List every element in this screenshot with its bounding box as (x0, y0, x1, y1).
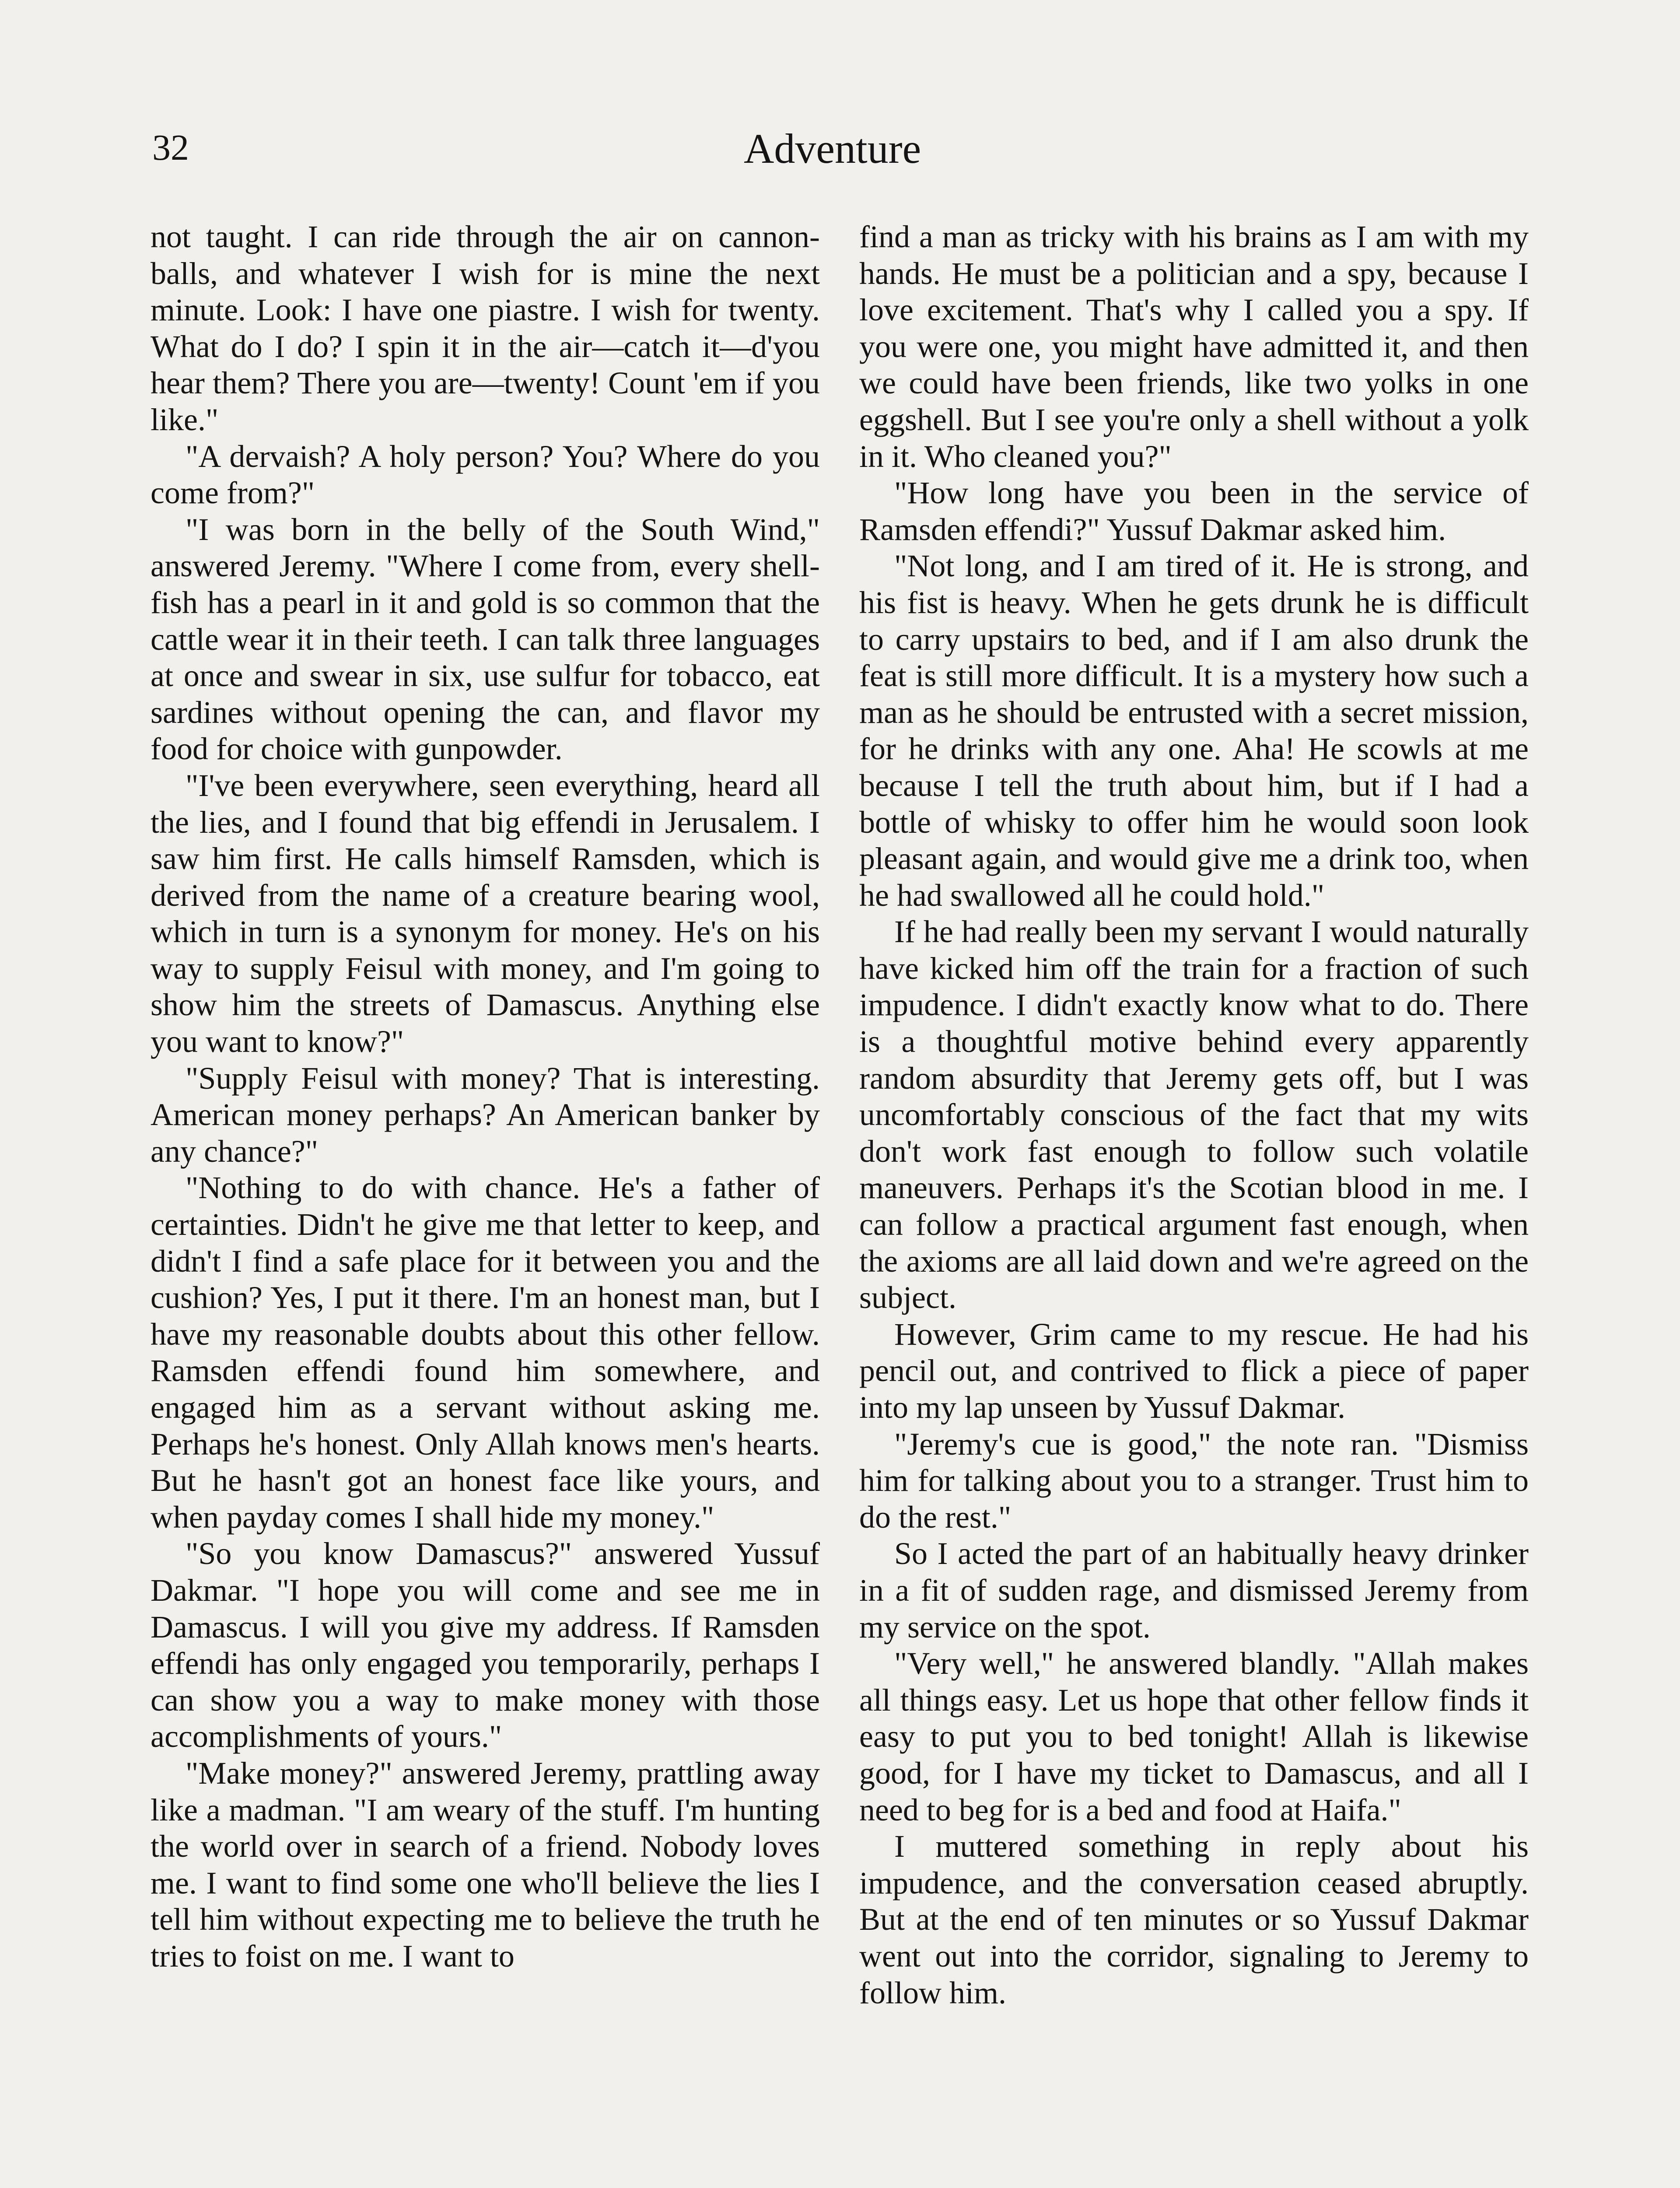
paragraph: "Very well," he answered blandly. "Allah makes all things easy. Let us hope that other fellow finds it easy to put you to bed tonight! Allah is likewise good, for I have my ticket to Damascus, and all I need to beg for is a bed and food at Haifa." (859, 1646, 1529, 1827)
paragraph: "So you know Damascus?" answered Yussuf Dakmar. "I hope you will come and see me in Damascus. I will you give my address. If Ramsden effendi has only engaged you temporarily, perhaps I can show you a way to make money with those accomplishments of yours." (150, 1536, 820, 1754)
paragraph: "Nothing to do with chance. He's a father of certainties. Didn't he give me that letter to keep, and didn't I find a safe place for it between you and the cushion? Yes, I put it there. I'm an honest man, but I have my reasonable doubts about this other fellow. Ramsden effendi found him somewhere, and engaged him as a servant without asking me. Perhaps he's honest. Only Allah knows men's hearts. But he hasn't got an honest face like yours, and when payday comes I shall hide my money." (150, 1170, 820, 1535)
paragraph: If he had really been my servant I would naturally have kicked him off the train for a fraction of such impudence. I didn't exactly know what to do. There is a thoughtful motive behind every apparently random absurdity that Jeremy gets off, but I was uncomfortably conscious of the fact that my wits don't work fast enough to follow such volatile maneuvers. Perhaps it's the Scotian blood in me. I can follow a practical argument fast enough, when the axioms are all laid down and we're agreed on the subject. (859, 914, 1529, 1315)
paragraph: "Jeremy's cue is good," the note ran. "Dismiss him for talking about you to a stranger. Trust him to do the rest." (859, 1426, 1529, 1535)
paragraph: "I was born in the belly of the South Wind," answered Jeremy. "Where I come from, every shell-fish has a pearl in it and gold is so common that the cattle wear it in their teeth. I can talk three languages at once and swear in six, use sulfur for tobacco, eat sardines without opening the can, and flavor my food for choice with gunpowder. (150, 512, 820, 767)
paragraph: "I've been everywhere, seen everything, heard all the lies, and I found that big effendi in Jerusalem. I saw him first. He calls himself Ramsden, which is derived from the name of a creature bearing wool, which in turn is a synonym for money. He's on his way to supply Feisul with money, and I'm going to show him the streets of Damascus. Anything else you want to know?" (150, 768, 820, 1059)
paragraph: However, Grim came to my rescue. He had his pencil out, and contrived to flick a piece of paper into my lap unseen by Yussuf Dakmar. (859, 1316, 1529, 1425)
paragraph: "How long have you been in the service of Ramsden effendi?" Yussuf Dakmar asked him. (859, 475, 1529, 547)
page-number: 32 (152, 127, 189, 168)
running-head: Adventure (744, 125, 921, 172)
paragraph: "Make money?" answered Jeremy, prattling away like a madman. "I am weary of the stuff. I'm hunting the world over in search of a friend. Nobody loves me. I want to find some one who'll believe the lies I tell him without expecting me to believe the truth he tries to foist on me. I want to (150, 1755, 820, 1974)
paragraph: not taught. I can ride through the air on cannon-balls, and whatever I wish for is mine the next minute. Look: I have one piastre. I wish for twenty. What do I do? I spin it in the air—catch it—d'you hear them? There you are—twenty! Count 'em if you like." (150, 219, 820, 437)
paragraph: I muttered something in reply about his impudence, and the conversation ceased abruptly. But at the end of ten minutes or so Yussuf Dakmar went out into the corridor, signaling to Jeremy to follow him. (859, 1829, 1529, 2010)
right-column (859, 219, 1529, 2011)
paragraph: "Supply Feisul with money? That is interesting. American money perhaps? An American banker by any chance?" (150, 1060, 820, 1169)
paragraph: find a man as tricky with his brains as I am with my hands. He must be a politician and a spy, because I love excitement. That's why I called you a spy. If you were one, you might have admitted it, and then we could have been friends, like two yolks in one eggshell. But I see you're only a shell without a yolk in it. Who cleaned you?" (859, 219, 1529, 474)
paragraph: So I acted the part of an habitually heavy drinker in a fit of sudden rage, and dismissed Jeremy from my service on the spot. (859, 1536, 1529, 1645)
paragraph: "Not long, and I am tired of it. He is strong, and his fist is heavy. When he gets drunk he is difficult to carry upstairs to bed, and if I am also drunk the feat is still more difficult. It is a mystery how such a man as he should be entrusted with a secret mission, for he drinks with any one. Aha! He scowls at me because I tell the truth about him, but if I had a bottle of whisky to offer him he would soon look pleasant again, and would give me a drink too, when he had swallowed all he could hold." (859, 548, 1529, 913)
left-column (150, 219, 820, 1975)
paragraph: "A dervaish? A holy person? You? Where do you come from?" (150, 438, 820, 511)
